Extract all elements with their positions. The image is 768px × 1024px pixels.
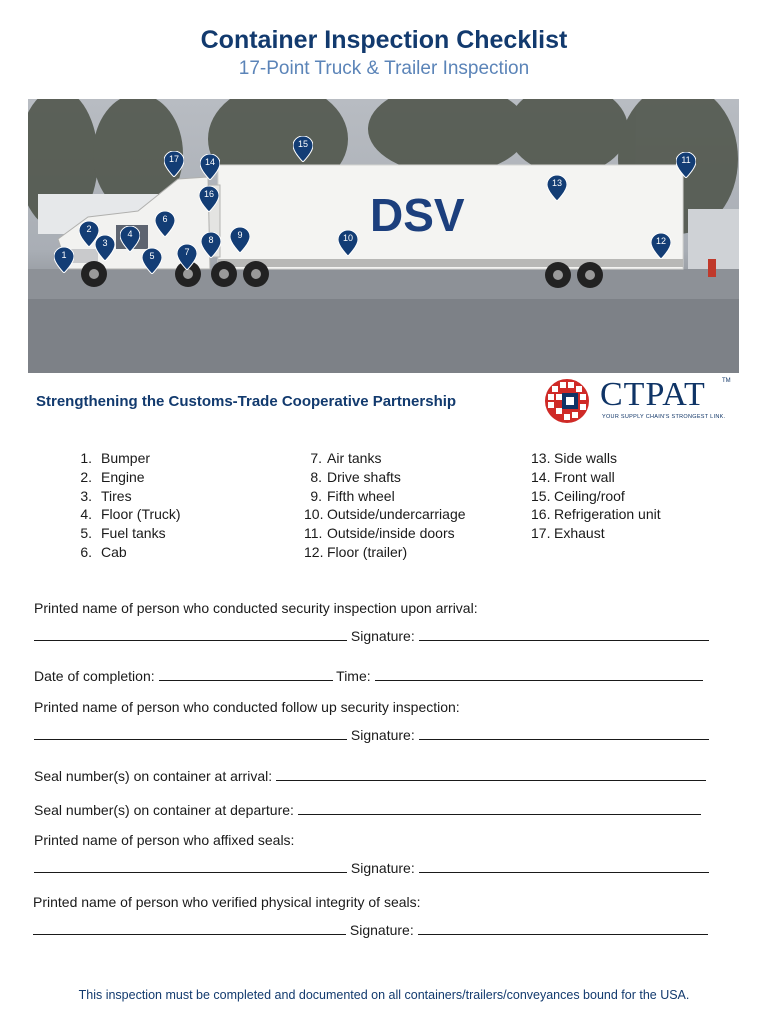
followup-inspector-label: Printed name of person who conducted follow up security inspection:	[34, 699, 460, 715]
ctpat-logo	[544, 376, 734, 424]
pin-marker	[95, 235, 115, 261]
affixed-seals-label: Printed name of person who affixed seals:	[34, 832, 295, 848]
list-item-label: Fuel tanks	[101, 525, 166, 542]
pin-number: 17	[168, 154, 179, 164]
list-item-number: 10.	[304, 506, 324, 523]
list-item-number: 16.	[531, 506, 551, 523]
list-item-number: 1.	[80, 450, 92, 466]
list-item-number: 3.	[80, 487, 92, 504]
list-item-label: Outside/inside doors	[327, 525, 455, 542]
pin-number: 3	[102, 238, 108, 248]
seal-departure-field[interactable]	[298, 800, 701, 815]
list-item	[70, 543, 181, 562]
date-label: Date of completion:	[34, 668, 155, 684]
pin-marker	[164, 151, 184, 177]
checklist-column-3	[531, 449, 661, 543]
list-item	[531, 505, 661, 524]
ctpat-slogan: YOUR SUPPLY CHAIN'S STRONGEST LINK.	[602, 414, 726, 420]
time-label: Time:	[336, 668, 371, 684]
list-item	[70, 468, 181, 487]
date-time-row	[34, 666, 703, 684]
list-item-number: 2.	[80, 468, 92, 485]
signature-label: Signature:	[350, 628, 415, 644]
arrival-signature-row	[34, 626, 709, 644]
pin-marker	[676, 152, 696, 178]
list-item	[304, 468, 466, 487]
pin-number: 16	[203, 189, 214, 199]
list-item-number: 11.	[304, 525, 323, 542]
list-item	[70, 487, 181, 506]
list-item-label: Fifth wheel	[327, 487, 395, 504]
list-item-number: 8.	[310, 468, 322, 485]
list-item	[531, 468, 661, 487]
truck-trailer-photo	[28, 99, 739, 373]
followup-name-field[interactable]	[34, 725, 347, 740]
pin-number: 1	[61, 250, 67, 260]
pin-marker	[293, 136, 313, 162]
pin-marker	[54, 247, 74, 273]
pin-marker	[120, 226, 140, 252]
arrival-signature-field[interactable]	[419, 626, 709, 641]
page-title: Container Inspection Checklist	[200, 26, 568, 54]
pin-number: 9	[237, 230, 243, 240]
time-field[interactable]	[375, 666, 703, 681]
seal-arrival-field[interactable]	[276, 766, 706, 781]
list-item-number: 13.	[531, 450, 551, 466]
list-item-number: 5.	[80, 525, 92, 542]
list-item-label: Side walls	[554, 450, 618, 466]
list-item-label: Engine	[101, 468, 145, 485]
pin-number: 11	[681, 155, 691, 165]
seal-arrival-label: Seal number(s) on container at arrival:	[34, 768, 273, 784]
affixed-signature-row	[34, 858, 709, 876]
pin-number: 6	[162, 214, 168, 224]
followup-signature-row	[34, 725, 709, 743]
list-item	[531, 524, 661, 543]
list-item	[304, 449, 466, 468]
footer-note: This inspection must be completed and documented on all containers/trailers/conveyances bound for the USA.	[78, 988, 690, 1002]
pin-marker	[338, 230, 358, 256]
pin-number: 12	[655, 236, 666, 246]
pin-marker	[155, 211, 175, 237]
list-item-label: Ceiling/roof	[554, 487, 625, 504]
list-item-label: Tires	[101, 487, 132, 504]
list-item-label: Refrigeration unit	[554, 506, 661, 523]
pin-number: 2	[86, 224, 92, 234]
checklist-column-1	[70, 449, 181, 562]
pin-marker	[651, 233, 671, 259]
pin-number: 5	[149, 251, 155, 261]
pin-number: 10	[342, 233, 353, 243]
verified-signature-row	[33, 920, 708, 938]
pin-marker	[142, 248, 162, 274]
list-item-label: Floor (Truck)	[101, 506, 181, 523]
pin-marker	[200, 154, 220, 180]
list-item-label: Outside/undercarriage	[327, 506, 466, 523]
list-item-number: 7.	[310, 450, 322, 466]
checklist-column-2	[304, 449, 466, 562]
pin-marker	[230, 227, 250, 253]
list-item-label: Cab	[101, 543, 127, 560]
pin-marker	[177, 244, 197, 270]
list-item-number: 9.	[310, 487, 322, 504]
list-item-label: Floor (trailer)	[327, 543, 408, 560]
list-item	[304, 543, 466, 562]
seal-departure-row	[34, 800, 701, 818]
list-item-number: 15.	[531, 487, 551, 504]
ctpat-globe-icon	[544, 378, 596, 424]
ctpat-logo-text: CTPAT	[600, 376, 706, 413]
tagline: Strengthening the Customs-Trade Cooperative Partnership	[36, 393, 457, 410]
list-item-label: Front wall	[554, 468, 615, 485]
arrival-name-field[interactable]	[34, 626, 347, 641]
list-item	[70, 505, 181, 524]
list-item-number: 6.	[80, 543, 92, 560]
pin-marker	[201, 232, 221, 258]
pin-number: 14	[204, 157, 215, 167]
pin-number: 8	[208, 235, 214, 245]
list-item-number: 14.	[531, 468, 551, 485]
list-item-label: Bumper	[101, 450, 151, 466]
signature-label: Signature:	[350, 860, 415, 876]
signature-label: Signature:	[349, 922, 414, 938]
list-item	[304, 505, 466, 524]
pin-number: 4	[127, 229, 133, 239]
list-item	[531, 449, 661, 468]
seal-arrival-row	[34, 766, 706, 784]
list-item	[70, 449, 181, 468]
pin-marker	[199, 186, 219, 212]
page-subtitle: 17-Point Truck & Trailer Inspection	[238, 58, 530, 79]
list-item-number: 4.	[80, 506, 92, 523]
list-item	[70, 524, 181, 543]
pin-number: 7	[184, 247, 190, 257]
verified-seals-label: Printed name of person who verified physical integrity of seals:	[33, 894, 421, 910]
verified-name-field[interactable]	[33, 920, 346, 935]
pin-marker	[547, 175, 567, 201]
verified-signature-field[interactable]	[418, 920, 708, 935]
followup-signature-field[interactable]	[419, 725, 709, 740]
ctpat-trademark: TM	[722, 378, 731, 384]
seal-departure-label: Seal number(s) on container at departure:	[34, 802, 294, 818]
list-item-number: 17.	[531, 525, 551, 542]
affixed-name-field[interactable]	[34, 858, 347, 873]
arrival-inspector-label: Printed name of person who conducted security inspection upon arrival:	[34, 600, 478, 616]
dsv-logo-text: DSV	[370, 189, 465, 241]
list-item-number: 12.	[304, 543, 324, 560]
list-item	[531, 487, 661, 506]
list-item	[304, 524, 466, 543]
signature-label: Signature:	[350, 727, 415, 743]
pin-number: 15	[297, 139, 308, 149]
pin-number: 13	[551, 178, 562, 188]
affixed-signature-field[interactable]	[419, 858, 709, 873]
list-item	[304, 487, 466, 506]
list-item-label: Air tanks	[327, 450, 382, 466]
list-item-label: Exhaust	[554, 525, 605, 542]
list-item-label: Drive shafts	[327, 468, 401, 485]
date-field[interactable]	[159, 666, 333, 681]
